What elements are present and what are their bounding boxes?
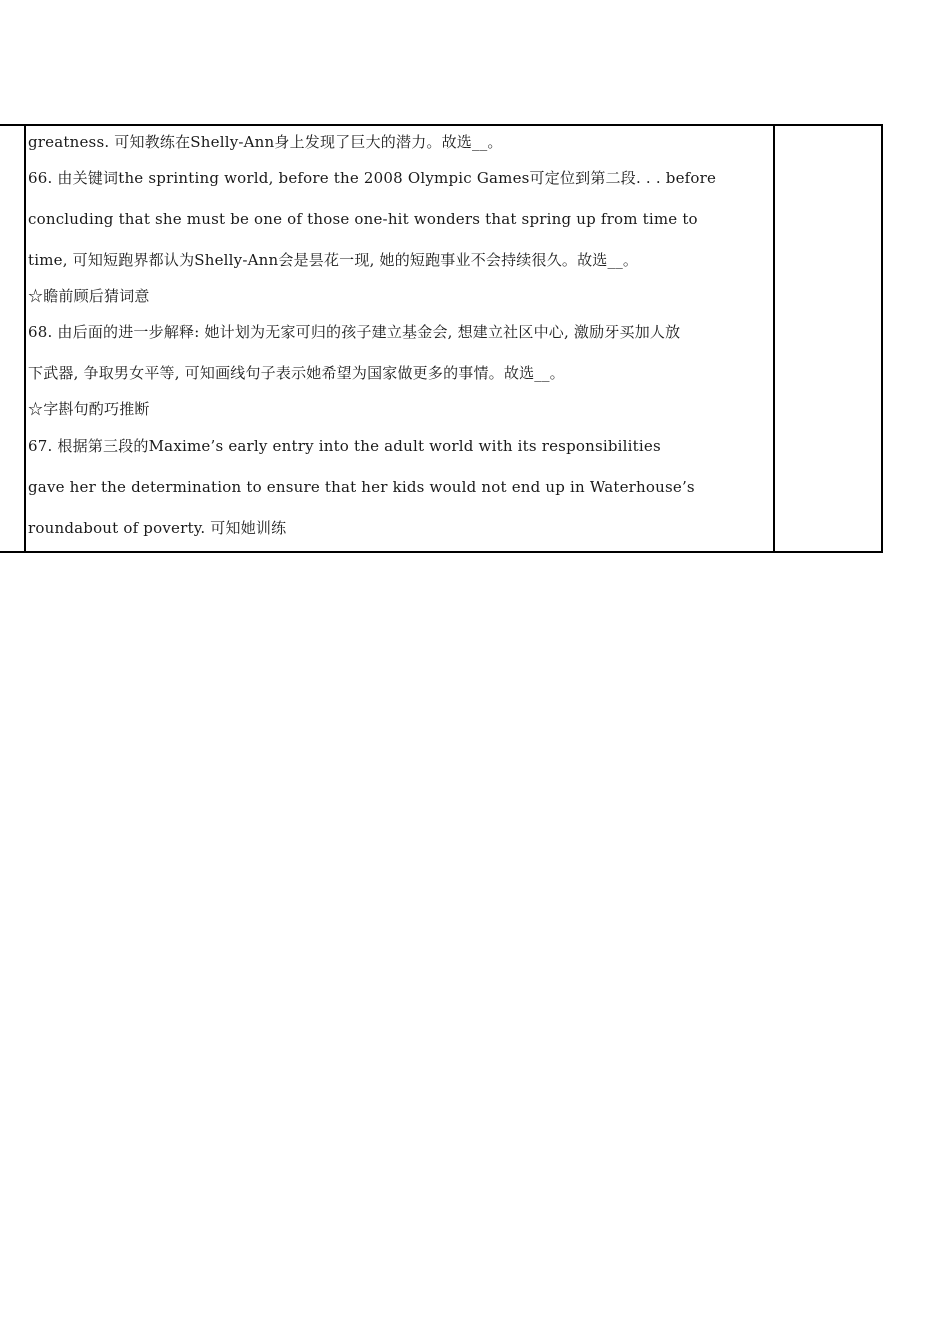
analysis-cell xyxy=(28,126,773,551)
analysis-line: concluding that she must be one of those one-hit wonders that spring up from time to xyxy=(28,210,698,228)
analysis-line: roundabout of poverty. 可知她训练 xyxy=(28,519,287,537)
analysis-line: 68. 由后面的进一步解释: 她计划为无家可归的孩子建立基金会, 想建立社区中心, 激励牙买加人放 xyxy=(28,323,681,341)
analysis-line: greatness. 可知教练在Shelly-Ann身上发现了巨大的潜力。故选__。 xyxy=(28,133,503,151)
section-heading: ☆瞻前顾后猜词意 xyxy=(28,287,150,305)
analysis-line: 下武器, 争取男女平等, 可知画线句子表示她希望为国家做更多的事情。故选__。 xyxy=(28,364,565,382)
answer-analysis-table xyxy=(0,124,883,553)
analysis-line: 66. 由关键词the sprinting world, before the 2008 Olympic Games可定位到第二段. . . before xyxy=(28,169,717,187)
section-heading: ☆字斟句酌巧推断 xyxy=(28,400,150,418)
left-margin-cell xyxy=(0,126,26,551)
notes-cell xyxy=(773,126,881,551)
analysis-line: gave her the determination to ensure that her kids would not end up in Waterhouse’s xyxy=(28,478,695,496)
analysis-line: time, 可知短跑界都认为Shelly-Ann会是昙花一现, 她的短跑事业不会持续很久。故选__。 xyxy=(28,251,639,269)
analysis-line: 67. 根据第三段的Maxime’s early entry into the adult world with its responsibilities xyxy=(28,437,661,455)
